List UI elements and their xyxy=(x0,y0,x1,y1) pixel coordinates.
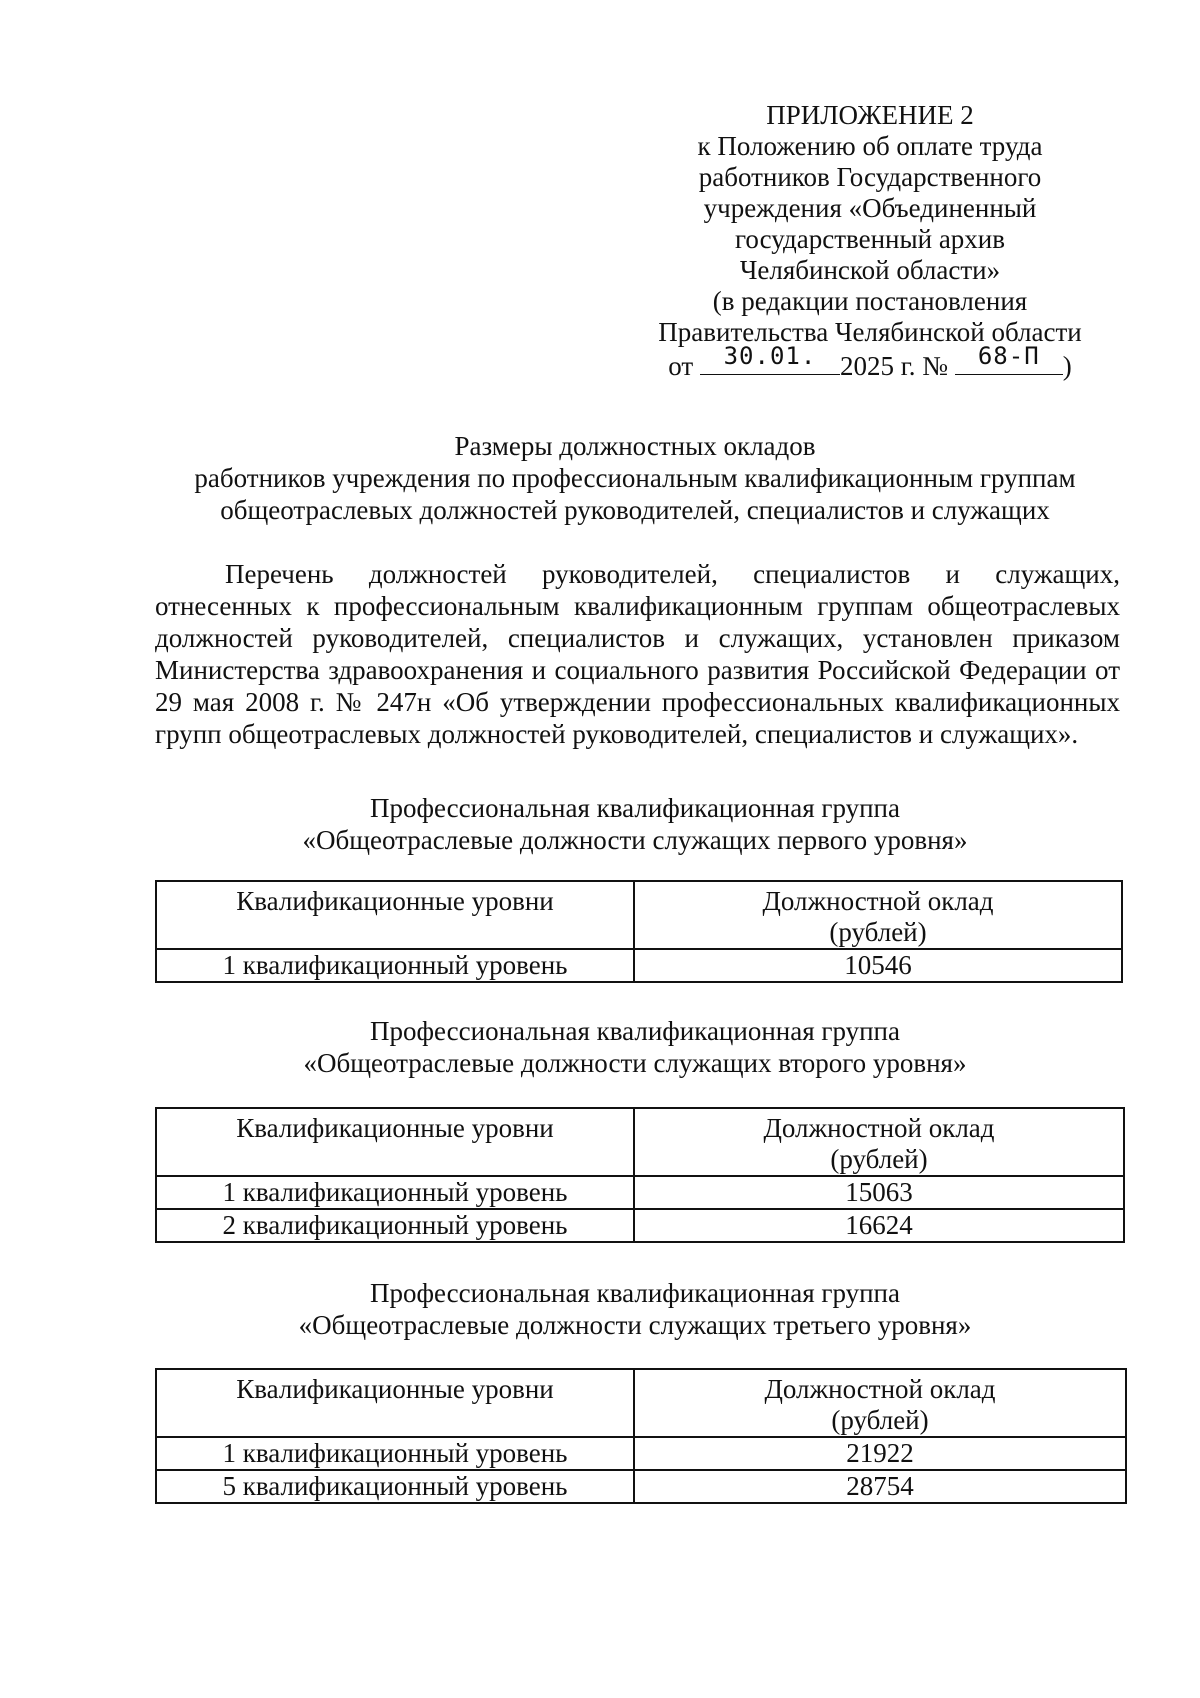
table-row xyxy=(156,1437,1126,1470)
column-header-levels: Квалификационные уровни xyxy=(156,1108,634,1176)
level-cell: 1 квалификационный уровень xyxy=(156,1176,634,1209)
resolution-date-line xyxy=(620,342,1120,382)
salary-table-1 xyxy=(155,880,1123,983)
salary-header-line: Должностной оклад xyxy=(764,1374,996,1404)
group-subtitle: «Общеотраслевые должности служащих первого уровня» xyxy=(302,825,968,855)
salary-table-2 xyxy=(155,1107,1125,1243)
date-value: 30.01. xyxy=(723,342,817,370)
date-blank xyxy=(700,342,840,375)
number-value: 68-П xyxy=(977,342,1040,370)
column-header-salary xyxy=(634,881,1122,949)
intro-paragraph xyxy=(155,558,1120,750)
level-cell: 1 квалификационный уровень xyxy=(156,1437,634,1470)
appendix-line: (в редакции постановления xyxy=(712,286,1028,316)
salary-header-unit: (рублей) xyxy=(831,1405,929,1435)
date-prefix: от xyxy=(668,351,694,381)
column-header-salary xyxy=(634,1108,1124,1176)
appendix-line: Правительства Челябинской области xyxy=(658,317,1082,347)
salary-cell: 28754 xyxy=(634,1470,1126,1503)
number-blank xyxy=(955,342,1063,375)
salary-cell: 10546 xyxy=(634,949,1122,982)
close-paren: ) xyxy=(1062,351,1072,381)
date-suffix: 2025 г. № xyxy=(839,351,948,381)
level-cell: 1 квалификационный уровень xyxy=(156,949,634,982)
appendix-line: Челябинской области» xyxy=(739,255,1001,285)
column-header-levels: Квалификационные уровни xyxy=(156,881,634,949)
salary-header-unit: (рублей) xyxy=(829,917,927,947)
group-3-heading xyxy=(140,1277,1130,1341)
salary-table-3 xyxy=(155,1368,1127,1504)
group-subtitle: «Общеотраслевые должности служащих третьего уровня» xyxy=(298,1310,972,1340)
salary-cell: 15063 xyxy=(634,1176,1124,1209)
title-line: Размеры должностных окладов xyxy=(454,431,816,461)
appendix-line: ПРИЛОЖЕНИЕ 2 xyxy=(766,100,974,130)
table-row xyxy=(156,949,1122,982)
table-row xyxy=(156,1209,1124,1242)
appendix-line: к Положению об оплате труда xyxy=(697,131,1043,161)
salary-header-unit: (рублей) xyxy=(830,1144,928,1174)
appendix-line: учреждения «Объединенный xyxy=(703,193,1037,223)
level-cell: 2 квалификационный уровень xyxy=(156,1209,634,1242)
group-subtitle: «Общеотраслевые должности служащих второго уровня» xyxy=(303,1048,967,1078)
group-title: Профессиональная квалификационная группа xyxy=(370,793,900,823)
salary-header-line: Должностной оклад xyxy=(762,886,994,916)
group-1-heading xyxy=(140,792,1130,856)
group-title: Профессиональная квалификационная группа xyxy=(370,1016,900,1046)
salary-header-line: Должностной оклад xyxy=(763,1113,995,1143)
group-2-heading xyxy=(140,1015,1130,1079)
salary-cell: 21922 xyxy=(634,1437,1126,1470)
title-line: работников учреждения по профессиональным квалификационным группам xyxy=(194,463,1076,493)
intro-text: Перечень должностей руководителей, специалистов и служащих, отнесенных к профессиональным квалификационным группам общеотраслевых должностей руководителей, специалистов и служащих, установлен приказом Министерства здравоохранения и социального развития Российской Федерации от 29 мая 2008 г. № 247н «Об утверждении профессиональных квалификационных групп общеотраслевых должностей руководителей, специалистов и служащих». xyxy=(155,559,1120,749)
appendix-line: работников Государственного xyxy=(698,162,1042,192)
document-title xyxy=(140,430,1130,526)
column-header-salary xyxy=(634,1369,1126,1437)
appendix-line: государственный архив xyxy=(735,224,1005,254)
title-line: общеотраслевых должностей руководителей, специалистов и служащих xyxy=(220,495,1050,525)
group-title: Профессиональная квалификационная группа xyxy=(370,1278,900,1308)
appendix-header xyxy=(620,100,1120,382)
table-row xyxy=(156,1470,1126,1503)
table-row xyxy=(156,1176,1124,1209)
column-header-levels: Квалификационные уровни xyxy=(156,1369,634,1437)
level-cell: 5 квалификационный уровень xyxy=(156,1470,634,1503)
salary-cell: 16624 xyxy=(634,1209,1124,1242)
